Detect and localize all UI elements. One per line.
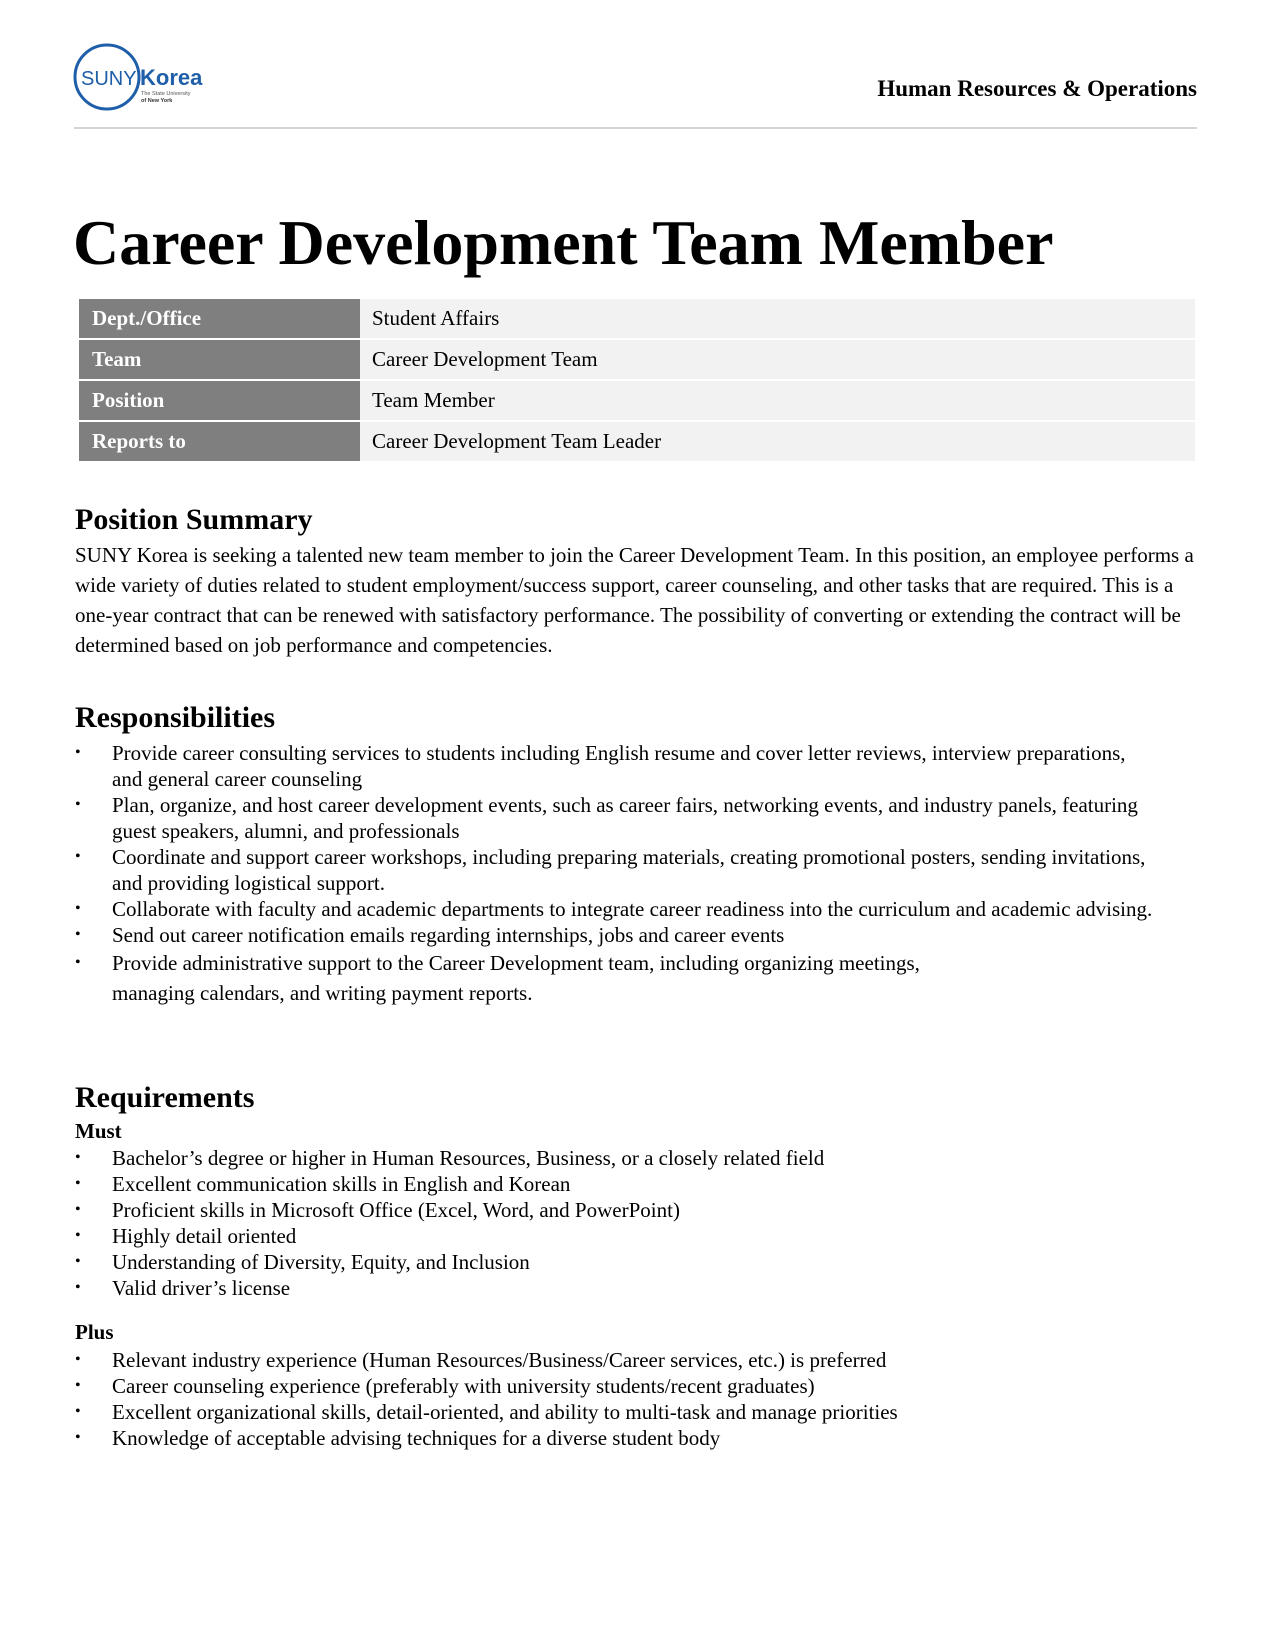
list-item bbox=[75, 1171, 1197, 1197]
table-row bbox=[79, 299, 1195, 338]
bullet-icon: • bbox=[75, 1350, 81, 1368]
list-item-text: Collaborate with faculty and academic departments to integrate career readiness into the curriculum and academic advising. bbox=[112, 897, 1153, 921]
bullet-icon: • bbox=[75, 1253, 81, 1271]
list-item bbox=[75, 1347, 1197, 1373]
table-row bbox=[79, 381, 1195, 420]
list-item bbox=[75, 948, 1157, 1008]
must-heading: Must bbox=[75, 1119, 122, 1143]
bullet-icon: • bbox=[75, 744, 81, 761]
bullet-icon: • bbox=[75, 954, 81, 971]
department-header: Human Resources & Operations bbox=[877, 76, 1197, 101]
section-heading: Position Summary bbox=[75, 503, 313, 536]
header-divider bbox=[74, 127, 1197, 129]
bullet-icon: • bbox=[75, 1376, 81, 1394]
bullet-icon: • bbox=[75, 900, 81, 917]
position-summary-section bbox=[75, 502, 1197, 660]
bullet-icon: • bbox=[75, 796, 81, 813]
list-item bbox=[75, 922, 1157, 948]
row-value: Career Development Team Leader bbox=[360, 422, 1195, 461]
list-item-text: Relevant industry experience (Human Resources/Business/Career services, etc.) is preferred bbox=[112, 1347, 887, 1372]
page-title: Career Development Team Member bbox=[73, 207, 1054, 278]
list-item-text: Proficient skills in Microsoft Office (Excel, Word, and PowerPoint) bbox=[112, 1198, 680, 1223]
table-row bbox=[79, 340, 1195, 379]
list-item bbox=[75, 1249, 1197, 1275]
table-row bbox=[79, 422, 1195, 461]
bullet-icon: • bbox=[75, 926, 81, 943]
list-item-text: Send out career notification emails regarding internships, jobs and career events bbox=[112, 923, 785, 947]
bullet-icon: • bbox=[75, 848, 81, 865]
list-item bbox=[75, 844, 1157, 896]
logo-word-korea: Korea bbox=[140, 65, 203, 90]
section-heading: Responsibilities bbox=[75, 701, 276, 734]
logo-line-1: The State University bbox=[141, 91, 191, 97]
list-item bbox=[75, 1223, 1197, 1249]
list-item-text: Provide career consulting services to students including English resume and cover letter reviews, interview preparations, and general career counseling bbox=[112, 741, 1126, 791]
suny-korea-logo bbox=[73, 43, 213, 115]
list-item-text: Highly detail oriented bbox=[112, 1224, 297, 1249]
bullet-icon: • bbox=[75, 1279, 81, 1297]
bullet-icon: • bbox=[75, 1428, 81, 1446]
logo-line-2: of New York bbox=[141, 98, 173, 104]
bullet-icon: • bbox=[75, 1227, 81, 1245]
list-item-text: Provide administrative support to the Career Development team, including organizing meetings, managing calendars, and writing payment reports. bbox=[112, 951, 920, 1005]
section-heading: Requirements bbox=[75, 1081, 255, 1114]
list-item bbox=[75, 1373, 1197, 1399]
row-label: Reports to bbox=[79, 422, 360, 461]
job-info-table bbox=[79, 297, 1195, 463]
bullet-icon: • bbox=[75, 1175, 81, 1193]
list-item-text: Excellent organizational skills, detail-oriented, and ability to multi-task and manage priorities bbox=[112, 1399, 898, 1424]
list-item bbox=[75, 1145, 1197, 1171]
list-item bbox=[75, 1197, 1197, 1223]
list-item bbox=[75, 1425, 1197, 1451]
row-label: Position bbox=[79, 381, 360, 420]
row-value: Team Member bbox=[360, 381, 1195, 420]
list-item bbox=[75, 740, 1157, 792]
list-item bbox=[75, 896, 1157, 922]
requirements-section bbox=[75, 1080, 1197, 1451]
must-list bbox=[75, 1145, 1197, 1301]
list-item-text: Valid driver’s license bbox=[112, 1276, 291, 1301]
summary-text: SUNY Korea is seeking a talented new team member to join the Career Development Team. In this position, an employee performs a wide variety of duties related to student employment/success support, career counseling, and other tasks that are required. This is a one-year contract that can be renewed with satisfactory performance. The possibility of converting or extending the contract will be determined based on job performance and competencies. bbox=[75, 543, 1194, 657]
bullet-icon: • bbox=[75, 1402, 81, 1420]
responsibilities-section bbox=[75, 700, 1197, 1008]
plus-heading: Plus bbox=[75, 1320, 114, 1345]
plus-list bbox=[75, 1347, 1197, 1451]
row-value: Career Development Team bbox=[360, 340, 1195, 379]
list-item-text: Plan, organize, and host career development events, such as career fairs, networking events, and industry panels, featuring guest speakers, alumni, and professionals bbox=[112, 793, 1138, 843]
list-item-text: Coordinate and support career workshops, including preparing materials, creating promotional posters, sending invitations, and providing logistical support. bbox=[112, 845, 1146, 895]
list-item-text: Bachelor’s degree or higher in Human Resources, Business, or a closely related field bbox=[112, 1146, 825, 1171]
list-item-text: Career counseling experience (preferably with university students/recent graduates) bbox=[112, 1373, 815, 1398]
row-label: Team bbox=[79, 340, 360, 379]
responsibilities-list bbox=[75, 740, 1197, 1008]
logo-word-suny: SUNY bbox=[81, 68, 137, 90]
list-item bbox=[75, 1399, 1197, 1425]
row-label: Dept./Office bbox=[79, 299, 360, 338]
list-item-text: Knowledge of acceptable advising techniques for a diverse student body bbox=[112, 1425, 721, 1450]
list-item-text: Excellent communication skills in English and Korean bbox=[112, 1172, 571, 1197]
row-value: Student Affairs bbox=[360, 299, 1195, 338]
list-item bbox=[75, 792, 1157, 844]
bullet-icon: • bbox=[75, 1149, 81, 1167]
list-item bbox=[75, 1275, 1197, 1301]
bullet-icon: • bbox=[75, 1201, 81, 1219]
list-item-text: Understanding of Diversity, Equity, and Inclusion bbox=[112, 1250, 530, 1275]
